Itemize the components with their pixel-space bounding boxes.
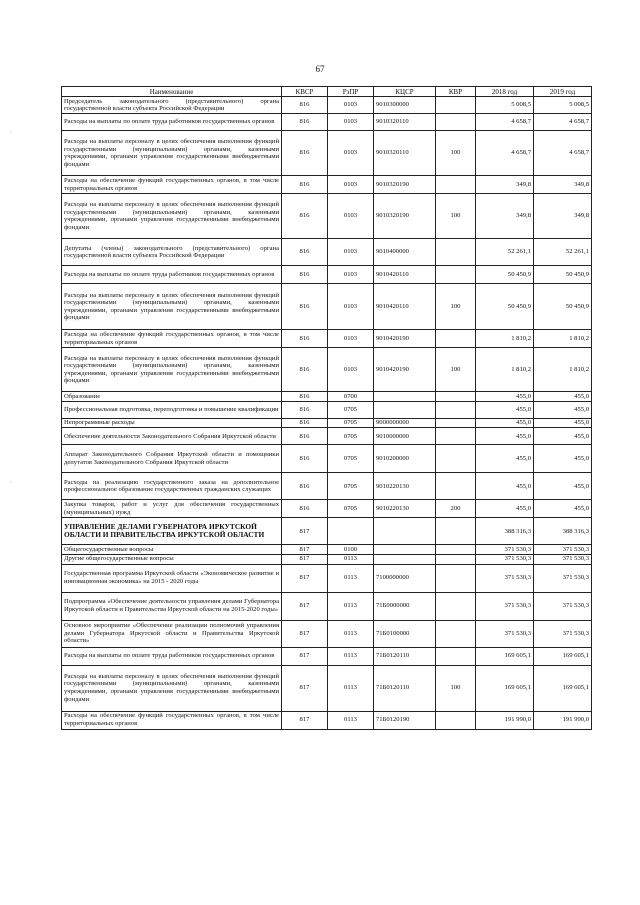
cell-rzpr: 0705	[328, 418, 374, 428]
cell-kcsr	[374, 392, 436, 402]
cell-2018: 455,0	[476, 473, 534, 500]
cell-rzpr: 0700	[328, 392, 374, 402]
table-row	[62, 518, 592, 545]
cell-rzpr: 0103	[328, 176, 374, 194]
cell-kcsr: 9010420110	[374, 266, 436, 284]
cell-rzpr: 0103	[328, 239, 374, 266]
cell-kvsr: 816	[282, 428, 328, 445]
cell-2018: 50 450,9	[476, 266, 534, 284]
cell-2019: 371 530,3	[534, 620, 592, 647]
cell-kvsr: 816	[282, 500, 328, 518]
cell-2019: 169 605,1	[534, 647, 592, 665]
row-name: Основное мероприятие «Обеспечение реализации полномочий управления делами Губернатора Иркутской области и Правительства Иркутской области»	[62, 620, 282, 647]
table-row	[62, 176, 592, 194]
cell-2019: 4 658,7	[534, 131, 592, 176]
cell-2019: 191 990,0	[534, 711, 592, 729]
cell-kcsr: 71Б0100000	[374, 620, 436, 647]
cell-kvr	[436, 392, 476, 402]
cell-2018: 191 990,0	[476, 711, 534, 729]
cell-2019: 371 530,3	[534, 554, 592, 564]
cell-rzpr: 0113	[328, 711, 374, 729]
cell-rzpr: 0113	[328, 647, 374, 665]
cell-kcsr: 9010320110	[374, 131, 436, 176]
table-row	[62, 97, 592, 114]
cell-rzpr: 0705	[328, 401, 374, 418]
cell-2018: 388 316,3	[476, 518, 534, 545]
cell-kvsr: 817	[282, 711, 328, 729]
table-row	[62, 647, 592, 665]
table-row	[62, 545, 592, 555]
cell-kvr	[436, 473, 476, 500]
cell-kcsr: 9010200000	[374, 445, 436, 473]
table-row	[62, 284, 592, 330]
cell-2019: 388 316,3	[534, 518, 592, 545]
cell-rzpr: 0705	[328, 445, 374, 473]
cell-2018: 4 658,7	[476, 131, 534, 176]
table-row	[62, 592, 592, 620]
row-name: Образование	[62, 392, 282, 402]
row-name: Расходы на выплаты по оплате труда работников государственных органов	[62, 114, 282, 131]
table-row	[62, 239, 592, 266]
cell-kvr	[436, 554, 476, 564]
cell-rzpr: 0103	[328, 330, 374, 348]
cell-kcsr: 71Б0000000	[374, 592, 436, 620]
table-header-row	[62, 87, 592, 97]
column-header-kvsr: КВСР	[282, 87, 328, 97]
row-name: Расходы на реализацию государственного заказа на дополнительное профессиональное образование государственных гражданских служащих	[62, 473, 282, 500]
cell-2018: 371 530,3	[476, 592, 534, 620]
cell-kvr	[436, 545, 476, 555]
cell-kvsr: 816	[282, 473, 328, 500]
cell-kvr	[436, 518, 476, 545]
cell-2018: 371 530,3	[476, 564, 534, 592]
cell-kvr	[436, 428, 476, 445]
cell-kcsr: 9010320190	[374, 176, 436, 194]
table-row	[62, 418, 592, 428]
page-number: 67	[315, 64, 325, 74]
cell-2018: 371 530,3	[476, 545, 534, 555]
column-header-rzpr: РзПР	[328, 87, 374, 97]
row-name: Депутаты (члены) законодательного (представительного) органа государственной власти субъекта Российской Федерации	[62, 239, 282, 266]
cell-rzpr: 0113	[328, 620, 374, 647]
row-name: Подпрограмма «Обеспечение деятельности управления делами Губернатора Иркутской области и Правительства Иркутской области на 2015-2020 годы»	[62, 592, 282, 620]
cell-kvr	[436, 620, 476, 647]
cell-2019: 5 008,5	[534, 97, 592, 114]
cell-rzpr: 0705	[328, 473, 374, 500]
cell-kvr	[436, 418, 476, 428]
cell-rzpr: 0113	[328, 564, 374, 592]
cell-rzpr: 0103	[328, 266, 374, 284]
cell-rzpr: 0705	[328, 500, 374, 518]
cell-rzpr: 0113	[328, 554, 374, 564]
cell-kcsr: 9010420190	[374, 348, 436, 392]
scan-mark: ·	[10, 130, 12, 136]
cell-2018: 349,8	[476, 176, 534, 194]
cell-2019: 455,0	[534, 500, 592, 518]
scan-mark: ·	[10, 480, 12, 486]
table-row	[62, 131, 592, 176]
row-name: Обеспечение деятельности Законодательного Собрания Иркутской области	[62, 428, 282, 445]
table-row	[62, 620, 592, 647]
cell-kvr	[436, 97, 476, 114]
cell-2019: 50 450,9	[534, 284, 592, 330]
cell-2018: 455,0	[476, 428, 534, 445]
cell-2019: 371 530,3	[534, 564, 592, 592]
cell-2019: 455,0	[534, 418, 592, 428]
cell-kvsr: 816	[282, 445, 328, 473]
row-name: Профессиональная подготовка, переподготовка и повышение квалификации	[62, 401, 282, 418]
cell-kvr: 100	[436, 665, 476, 711]
cell-2018: 1 810,2	[476, 330, 534, 348]
cell-kcsr: 9010300000	[374, 97, 436, 114]
row-name: Расходы на выплаты по оплате труда работников государственных органов	[62, 266, 282, 284]
cell-2019: 371 530,3	[534, 592, 592, 620]
cell-2019: 169 605,1	[534, 665, 592, 711]
table-row	[62, 401, 592, 418]
cell-kvsr: 816	[282, 284, 328, 330]
cell-2018: 455,0	[476, 418, 534, 428]
cell-rzpr: 0113	[328, 592, 374, 620]
cell-kvr	[436, 564, 476, 592]
table-row	[62, 554, 592, 564]
cell-rzpr: 0100	[328, 545, 374, 555]
cell-rzpr: 0103	[328, 131, 374, 176]
row-name: Государственная программа Иркутской области «Экономическое развитие и инновационная экономика» на 2015 - 2020 годы	[62, 564, 282, 592]
cell-kvsr: 817	[282, 554, 328, 564]
cell-kvsr: 816	[282, 348, 328, 392]
cell-kvsr: 817	[282, 665, 328, 711]
cell-kvsr: 816	[282, 266, 328, 284]
cell-rzpr: 0113	[328, 665, 374, 711]
row-name: Общегосударственные вопросы	[62, 545, 282, 555]
cell-rzpr: 0103	[328, 194, 374, 239]
row-name: Расходы на выплаты персоналу в целях обеспечения выполнения функций государственными (муниципальными) органами, казенными учреждениями, органами управления государственными внебюджетными фондами	[62, 194, 282, 239]
cell-kcsr: 9010400000	[374, 239, 436, 266]
cell-kcsr: 9010320110	[374, 114, 436, 131]
budget-table	[61, 86, 592, 730]
cell-2019: 455,0	[534, 392, 592, 402]
cell-kvsr: 816	[282, 97, 328, 114]
cell-2019: 455,0	[534, 473, 592, 500]
cell-kcsr: 71Б0120190	[374, 711, 436, 729]
cell-2019: 4 658,7	[534, 114, 592, 131]
cell-kvr: 100	[436, 284, 476, 330]
table-row	[62, 564, 592, 592]
cell-kcsr: 9010320190	[374, 194, 436, 239]
cell-2019: 349,8	[534, 194, 592, 239]
cell-2019: 1 810,2	[534, 330, 592, 348]
cell-kvr	[436, 647, 476, 665]
cell-kvr	[436, 401, 476, 418]
row-name: Непрограммные расходы	[62, 418, 282, 428]
cell-2018: 455,0	[476, 445, 534, 473]
table-row	[62, 711, 592, 729]
cell-kvr	[436, 445, 476, 473]
cell-2018: 50 450,9	[476, 284, 534, 330]
cell-2019: 1 810,2	[534, 348, 592, 392]
table-row	[62, 330, 592, 348]
cell-kvsr: 816	[282, 401, 328, 418]
row-name: Расходы на выплаты персоналу в целях обеспечения выполнения функций государственными (муниципальными) органами, казенными учреждениями, органами управления государственными внебюджетными фондами	[62, 284, 282, 330]
cell-rzpr: 0103	[328, 97, 374, 114]
cell-kvsr: 817	[282, 592, 328, 620]
column-header-2018: 2018 год	[476, 87, 534, 97]
row-name: Аппарат Законодательного Собрания Иркутской области и помощники депутатов Законодательного Собрания Иркутской области	[62, 445, 282, 473]
cell-2019: 50 450,9	[534, 266, 592, 284]
row-name: Расходы на выплаты персоналу в целях обеспечения выполнения функций государственными (муниципальными) органами, казенными учреждениями, органами управления государственными внебюджетными фондами	[62, 348, 282, 392]
cell-kvr: 200	[436, 500, 476, 518]
cell-rzpr: 0705	[328, 428, 374, 445]
cell-kvr	[436, 266, 476, 284]
cell-2018: 455,0	[476, 500, 534, 518]
table-row	[62, 500, 592, 518]
cell-kvr	[436, 711, 476, 729]
cell-kcsr: 71Б0120110	[374, 647, 436, 665]
row-name: Расходы на выплаты по оплате труда работников государственных органов	[62, 647, 282, 665]
cell-rzpr: 0103	[328, 284, 374, 330]
cell-2019: 52 261,1	[534, 239, 592, 266]
cell-kvr	[436, 114, 476, 131]
cell-2018: 169 605,1	[476, 665, 534, 711]
table-row	[62, 392, 592, 402]
column-header-name: Наименование	[62, 87, 282, 97]
row-name: Закупка товаров, работ и услуг для обеспечения государственных (муниципальных) нужд	[62, 500, 282, 518]
table-row	[62, 194, 592, 239]
cell-kvsr: 817	[282, 545, 328, 555]
column-header-kvr: КВР	[436, 87, 476, 97]
cell-kvsr: 816	[282, 176, 328, 194]
cell-2018: 455,0	[476, 401, 534, 418]
cell-kvsr: 816	[282, 114, 328, 131]
cell-2018: 4 658,7	[476, 114, 534, 131]
cell-kcsr: 71Б0120110	[374, 665, 436, 711]
cell-kvr	[436, 176, 476, 194]
row-name: Расходы на выплаты персоналу в целях обеспечения выполнения функций государственными (муниципальными) органами, казенными учреждениями, органами управления государственными внебюджетными фондами	[62, 131, 282, 176]
cell-2018: 455,0	[476, 392, 534, 402]
cell-kvsr: 816	[282, 194, 328, 239]
row-name: Другие общегосударственные вопросы	[62, 554, 282, 564]
cell-2019: 455,0	[534, 428, 592, 445]
table-row	[62, 665, 592, 711]
cell-2018: 1 810,2	[476, 348, 534, 392]
cell-kvsr: 816	[282, 392, 328, 402]
cell-kvr: 100	[436, 348, 476, 392]
cell-kvsr: 817	[282, 564, 328, 592]
table-row	[62, 473, 592, 500]
cell-kvsr: 816	[282, 330, 328, 348]
table-row	[62, 428, 592, 445]
cell-rzpr: 0103	[328, 114, 374, 131]
cell-kcsr: 9010000000	[374, 428, 436, 445]
cell-rzpr: 0103	[328, 348, 374, 392]
cell-2019: 455,0	[534, 401, 592, 418]
cell-rzpr	[328, 518, 374, 545]
cell-2019: 349,8	[534, 176, 592, 194]
cell-kcsr: 9010420190	[374, 330, 436, 348]
cell-kcsr	[374, 518, 436, 545]
cell-kcsr	[374, 545, 436, 555]
row-name: Расходы на обеспечение функций государственных органов, в том числе территориальных органов	[62, 711, 282, 729]
cell-kvr	[436, 592, 476, 620]
row-name: УПРАВЛЕНИЕ ДЕЛАМИ ГУБЕРНАТОРА ИРКУТСКОЙ ОБЛАСТИ И ПРАВИТЕЛЬСТВА ИРКУТСКОЙ ОБЛАСТИ	[62, 518, 282, 545]
cell-kvr	[436, 239, 476, 266]
cell-kcsr: 9010420110	[374, 284, 436, 330]
cell-kvsr: 816	[282, 418, 328, 428]
row-name: Председатель законодательного (представительного) органа государственной власти субъекта Российской Федерации	[62, 97, 282, 114]
cell-kcsr: 9010220130	[374, 473, 436, 500]
table-row	[62, 445, 592, 473]
cell-kcsr	[374, 554, 436, 564]
cell-kvsr: 816	[282, 131, 328, 176]
cell-2018: 371 530,3	[476, 620, 534, 647]
table-row	[62, 348, 592, 392]
cell-2018: 371 530,3	[476, 554, 534, 564]
cell-2019: 455,0	[534, 445, 592, 473]
row-name: Расходы на обеспечение функций государственных органов, в том числе территориальных органов	[62, 330, 282, 348]
cell-2018: 5 008,5	[476, 97, 534, 114]
cell-kvr: 100	[436, 194, 476, 239]
table-row	[62, 266, 592, 284]
cell-2018: 52 261,1	[476, 239, 534, 266]
row-name: Расходы на выплаты персоналу в целях обеспечения выполнения функций государственными (муниципальными) органами, казенными учреждениями, органами управления государственными внебюджетными фондами	[62, 665, 282, 711]
column-header-2019: 2019 год	[534, 87, 592, 97]
row-name: Расходы на обеспечение функций государственных органов, в том числе территориальных органов	[62, 176, 282, 194]
cell-2018: 169 605,1	[476, 647, 534, 665]
cell-2019: 371 530,3	[534, 545, 592, 555]
cell-kcsr	[374, 401, 436, 418]
cell-2018: 349,8	[476, 194, 534, 239]
cell-kcsr: 7100000000	[374, 564, 436, 592]
cell-kvsr: 817	[282, 518, 328, 545]
cell-kcsr: 9000000000	[374, 418, 436, 428]
cell-kcsr: 9010220130	[374, 500, 436, 518]
table-row	[62, 114, 592, 131]
cell-kvsr: 817	[282, 620, 328, 647]
cell-kvr: 100	[436, 131, 476, 176]
cell-kvr	[436, 330, 476, 348]
cell-kvsr: 817	[282, 647, 328, 665]
cell-kvsr: 816	[282, 239, 328, 266]
column-header-kcsr: КЦСР	[374, 87, 436, 97]
